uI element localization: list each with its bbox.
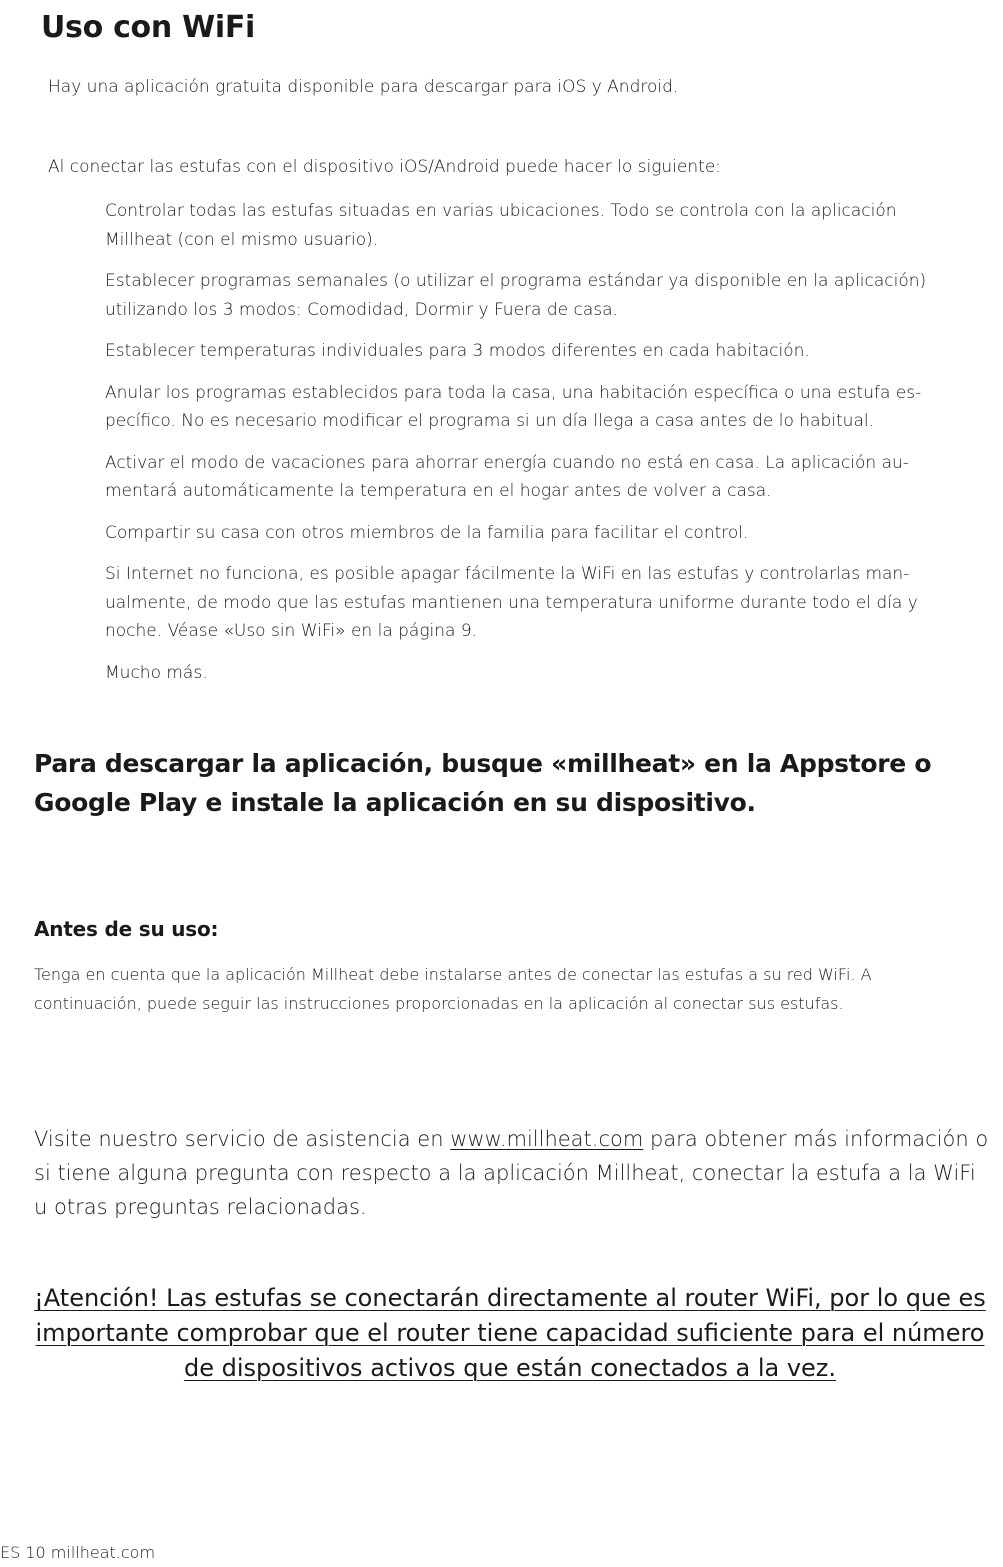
warning-notice: ¡Atención! Las estufas se conectarán directamente al router WiFi, por lo que es importante comprobar que el router tiene capacidad suficiente para el número de dispositivos activos que están conectados a la vez. — [34, 1284, 986, 1382]
page-title: Uso con WiFi — [41, 10, 256, 45]
page-footer: ES 10 millheat.com — [0, 1543, 156, 1562]
intro-text: Hay una aplicación gratuita disponible para descargar para iOS y Android. — [48, 77, 679, 97]
list-item: Mucho más. — [105, 662, 208, 683]
list-item: Establecer temperaturas individuales para 3 modos diferentes en cada habitación. — [105, 341, 810, 361]
support-text-after: para obtener más información o si tiene alguna pregunta con respecto a la aplicación Millheat, conectar la estufa a la WiFi u otras preguntas relacionadas. — [34, 1127, 989, 1219]
connect-intro-text: Al conectar las estufas con el dispositivo iOS/Android puede hacer lo siguiente: — [48, 157, 722, 177]
support-text-before: Visite nuestro servicio de asistencia en — [34, 1127, 451, 1151]
list-item: Activar el modo de vacaciones para ahorrar energía cuando no está en casa. La aplicación aumentará automáticamente la temperatura en el hogar antes de volver a casa. — [105, 452, 909, 501]
list-item: Si Internet no funciona, es posible apagar fácilmente la WiFi en las estufas y controlarlas manualmente, de modo que las estufas mantienen una temperatura uniforme durante todo el día y noche. Véase «Uso sin WiFi» en la página 9. — [105, 564, 918, 641]
list-item: Establecer programas semanales (o utilizar el programa estándar ya disponible en la aplicación) utilizando los 3 modos: Comodidad, Dormir y Fuera de casa. — [105, 271, 927, 320]
list-item: Compartir su casa con otros miembros de la familia para facilitar el control. — [105, 522, 749, 543]
list-item: Controlar todas las estufas situadas en varias ubicaciones. Todo se controla con la aplicación Millheat (con el mismo usuario). — [105, 201, 897, 250]
before-use-text: Tenga en cuenta que la aplicación Millheat debe instalarse antes de conectar las estufas a su red WiFi. A continuación, puede seguir las instrucciones proporcionadas en la aplicación al conectar sus estufas. — [34, 965, 872, 1013]
list-item: Anular los programas establecidos para toda la casa, una habitación específica o una estufa específico. No es necesario modificar el programa si un día llega a casa antes de lo habitual. — [105, 382, 922, 431]
download-instructions: Para descargar la aplicación, busque «millheat» en la Appstore o Google Play e instale la aplicación en su dispositivo. — [34, 749, 932, 817]
support-paragraph — [34, 1122, 994, 1224]
support-link[interactable]: www.millheat.com — [450, 1127, 644, 1151]
feature-list — [105, 197, 965, 700]
before-use-heading: Antes de su uso: — [34, 917, 219, 941]
